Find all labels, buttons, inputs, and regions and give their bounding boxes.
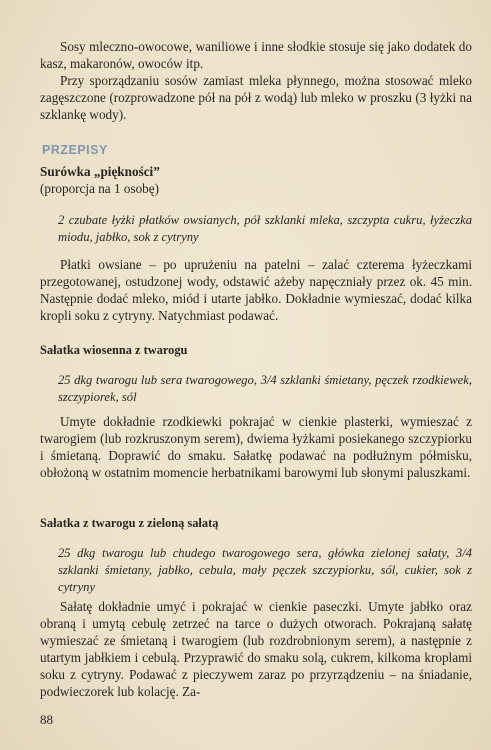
intro-paragraph-2: Przy sporządzaniu sosów zamiast mleka płynnego, można stosować mleko zagęszczone (rozprowadzone pół na pół z wodą) lub mleko w proszku (3 łyżki na szklankę wody).	[40, 73, 472, 122]
section-heading: PRZEPISY	[42, 143, 108, 157]
page-number: 88	[40, 712, 53, 727]
recipe-2-title: Sałatka wiosenna z twarogu	[40, 343, 188, 357]
recipe-1-method: Płatki owsiane – po uprużeniu na patelni – zalać czterema łyżeczkami przegotowanej, ostudzonej wody, odstawić ażeby napęczniały przez ok. 45 min. Następnie dodać mleko, miód i utarte jabłko. Dokładnie wymieszać, dodać kilka kropli soku z cytryny. Natychmiast podawać.	[40, 257, 472, 323]
recipe-3-ingredients: 25 dkg twarogu lub chudego twarogowego sera, główka zielonej sałaty, 3/4 szklanki śmietany, jabłko, cebula, mały pęczek szczypiorku, sól, cukier, sok z cytryny	[58, 546, 472, 594]
recipe-3-title: Sałatka z twarogu z zieloną sałatą	[40, 516, 219, 530]
recipe-2-ingredients: 25 dkg twarogu lub sera twarogowego, 3/4 szklanki śmietany, pęczek rzodkiewek, szczypiorek, sól	[58, 373, 472, 404]
recipe-2-method: Umyte dokładnie rzodkiewki pokrajać w cienkie plasterki, wymieszać z twarogiem (lub rozkruszonym serem), dwiema łyżkami posiekanego szczypiorku i śmietaną. Doprawić do smaku. Sałatkę podawać na podłużnym półmisku, obłożoną w ostatnim momencie herbatnikami barowymi lub słonymi paluszkami.	[40, 414, 472, 480]
recipe-3-method: Sałatę dokładnie umyć i pokrajać w cienkie paseczki. Umyte jabłko oraz obraną i umytą cebulę zetrzeć na tarce o dużych otworach. Pokrajaną sałatę wymieszać ze śmietaną i twarogiem (lub rozdrobnionym serem), a następnie z utartym jabłkiem i cebulą. Przyprawić do smaku solą, cukrem, kilkoma kroplami soku z cytryny. Podawać z pieczywem zaraz po przyrządzeniu – na śniadanie, podwieczorek lub kolację. Za-	[40, 599, 472, 699]
recipe-1-title: Surówka „piękności”	[40, 164, 160, 179]
recipe-1-ingredients: 2 czubate łyżki płatków owsianych, pół szklanki mleka, szczypta cukru, łyżeczka miodu, jabłko, sok z cytryny	[58, 213, 472, 244]
intro-paragraph-1: Sosy mleczno-owocowe, waniliowe i inne słodkie stosuje się jako dodatek do kasz, makaronów, owoców itp.	[40, 39, 472, 71]
recipe-1-subtitle: (proporcja na 1 osobę)	[40, 181, 160, 196]
